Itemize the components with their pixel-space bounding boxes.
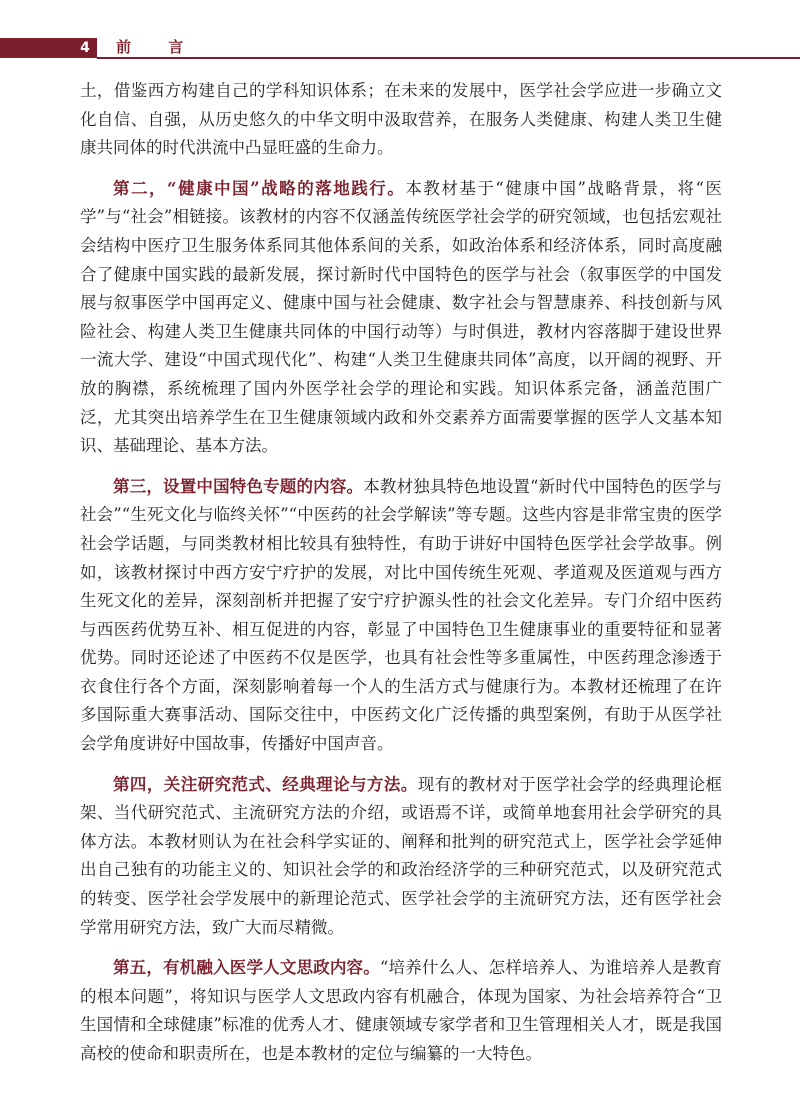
paragraph-text: 现有的教材对于医学社会学的经典理论框架、当代研究范式、主流研究方法的介绍，或语焉不详，或简单地套用社会学研究的具体方法。本教材则认为在社会科学实证的、阐释和批判的研究范式上，医学社会学延伸出自己独有的功能主义的、知识社会学的和政治经济学的三种研究范式，以及研究范式的转变、医学社会学发展中的新理论范式、医学社会学的主流研究方法，还有医学社会学常用研究方法，致广大而尽精微。 [80,774,723,937]
paragraph-heading: 第五，有机融入医学人文思政内容。 [113,958,380,978]
paragraph-point-five [80,954,722,1068]
paragraph-point-three [80,473,722,759]
running-header [0,38,800,58]
paragraph-point-four [80,771,722,943]
paragraph-text: 本教材独具特色地设置“新时代中国特色的医学与社会”“生死文化与临终关怀”“中医药的社会学解读”等专题。这些内容是非常宝贵的医学社会学话题，与同类教材相比较具有独特性，有助于讲好中国特色医学社会学故事。例如，该教材探讨中西方安宁疗护的发展，对比中国传统生死观、孝道观及医道观与西方生死文化的差异，深刻剖析并把握了安宁疗护源头性的社会文化差异。专门介绍中医药与西医药优势互补、相互促进的内容，彰显了中国特色卫生健康事业的重要特征和显著优势。同时还论述了中医药不仅是医学，也具有社会性等多重属性，中医药理念渗透于衣食住行各个方面，深刻影响着每一个人的生活方式与健康行为。本教材还梳理了在许多国际重大赛事活动、国际交往中，中医药文化广泛传播的典型案例，有助于从医学社会学角度讲好中国故事，传播好中国声音。 [80,476,722,754]
header-rule [97,57,800,59]
paragraph-text: “培养什么人、怎样培养人、为谁培养人是教育的根本问题”，将知识与医学人文思政内容有机融合，体现为国家、为社会培养符合“卫生国情和全球健康”标准的优秀人才、健康领域专家学者和卫生管理相关人才，既是我国高校的使命和职责所在，也是本教材的定位与编纂的一大特色。 [80,958,723,1063]
page-number: 4 [80,40,90,56]
paragraph-text: 土，借鉴西方构建自己的学科知识体系；在未来的发展中，医学社会学应进一步确立文化自信、自强，从历史悠久的中华文明中汲取营养，在服务人类健康、构建人类卫生健康共同体的时代洪流中凸显旺盛的生命力。 [80,81,722,158]
paragraph-continuation [80,77,722,163]
paragraph-heading: 第二，“健康中国”战略的落地践行。 [113,178,406,198]
paragraph-text: 本教材基于“健康中国”战略背景，将“医学”与“社会”相链接。该教材的内容不仅涵盖传统医学社会学的研究领域，也包括宏观社会结构中医疗卫生服务体系同其他体系间的关系，如政治体系和经济体系，同时高度融合了健康中国实践的最新发展，探讨新时代中国特色的医学与社会（叙事医学的中国发展与叙事医学中国再定义、健康中国与社会健康、数字社会与智慧康养、科技创新与风险社会、构建人类卫生健康共同体的中国行动等）与时俱进，教材内容落脚于建设世界一流大学、建设“中国式现代化”、构建“人类卫生健康共同体”高度，以开阔的视野、开放的胸襟，系统梳理了国内外医学社会学的理论和实践。知识体系完备，涵盖范围广泛，尤其突出培养学生在卫生健康领域内政和外交素养方面需要掌握的医学人文基本知识、基础理论、基本方法。 [80,178,722,456]
paragraph-heading: 第三，设置中国特色专题的内容。 [113,476,364,496]
body-text [80,77,722,1081]
header-color-block [0,38,97,58]
paragraph-heading: 第四，关注研究范式、经典理论与方法。 [113,774,418,794]
paragraph-point-two [80,175,722,461]
section-title: 前 言 [116,38,200,56]
